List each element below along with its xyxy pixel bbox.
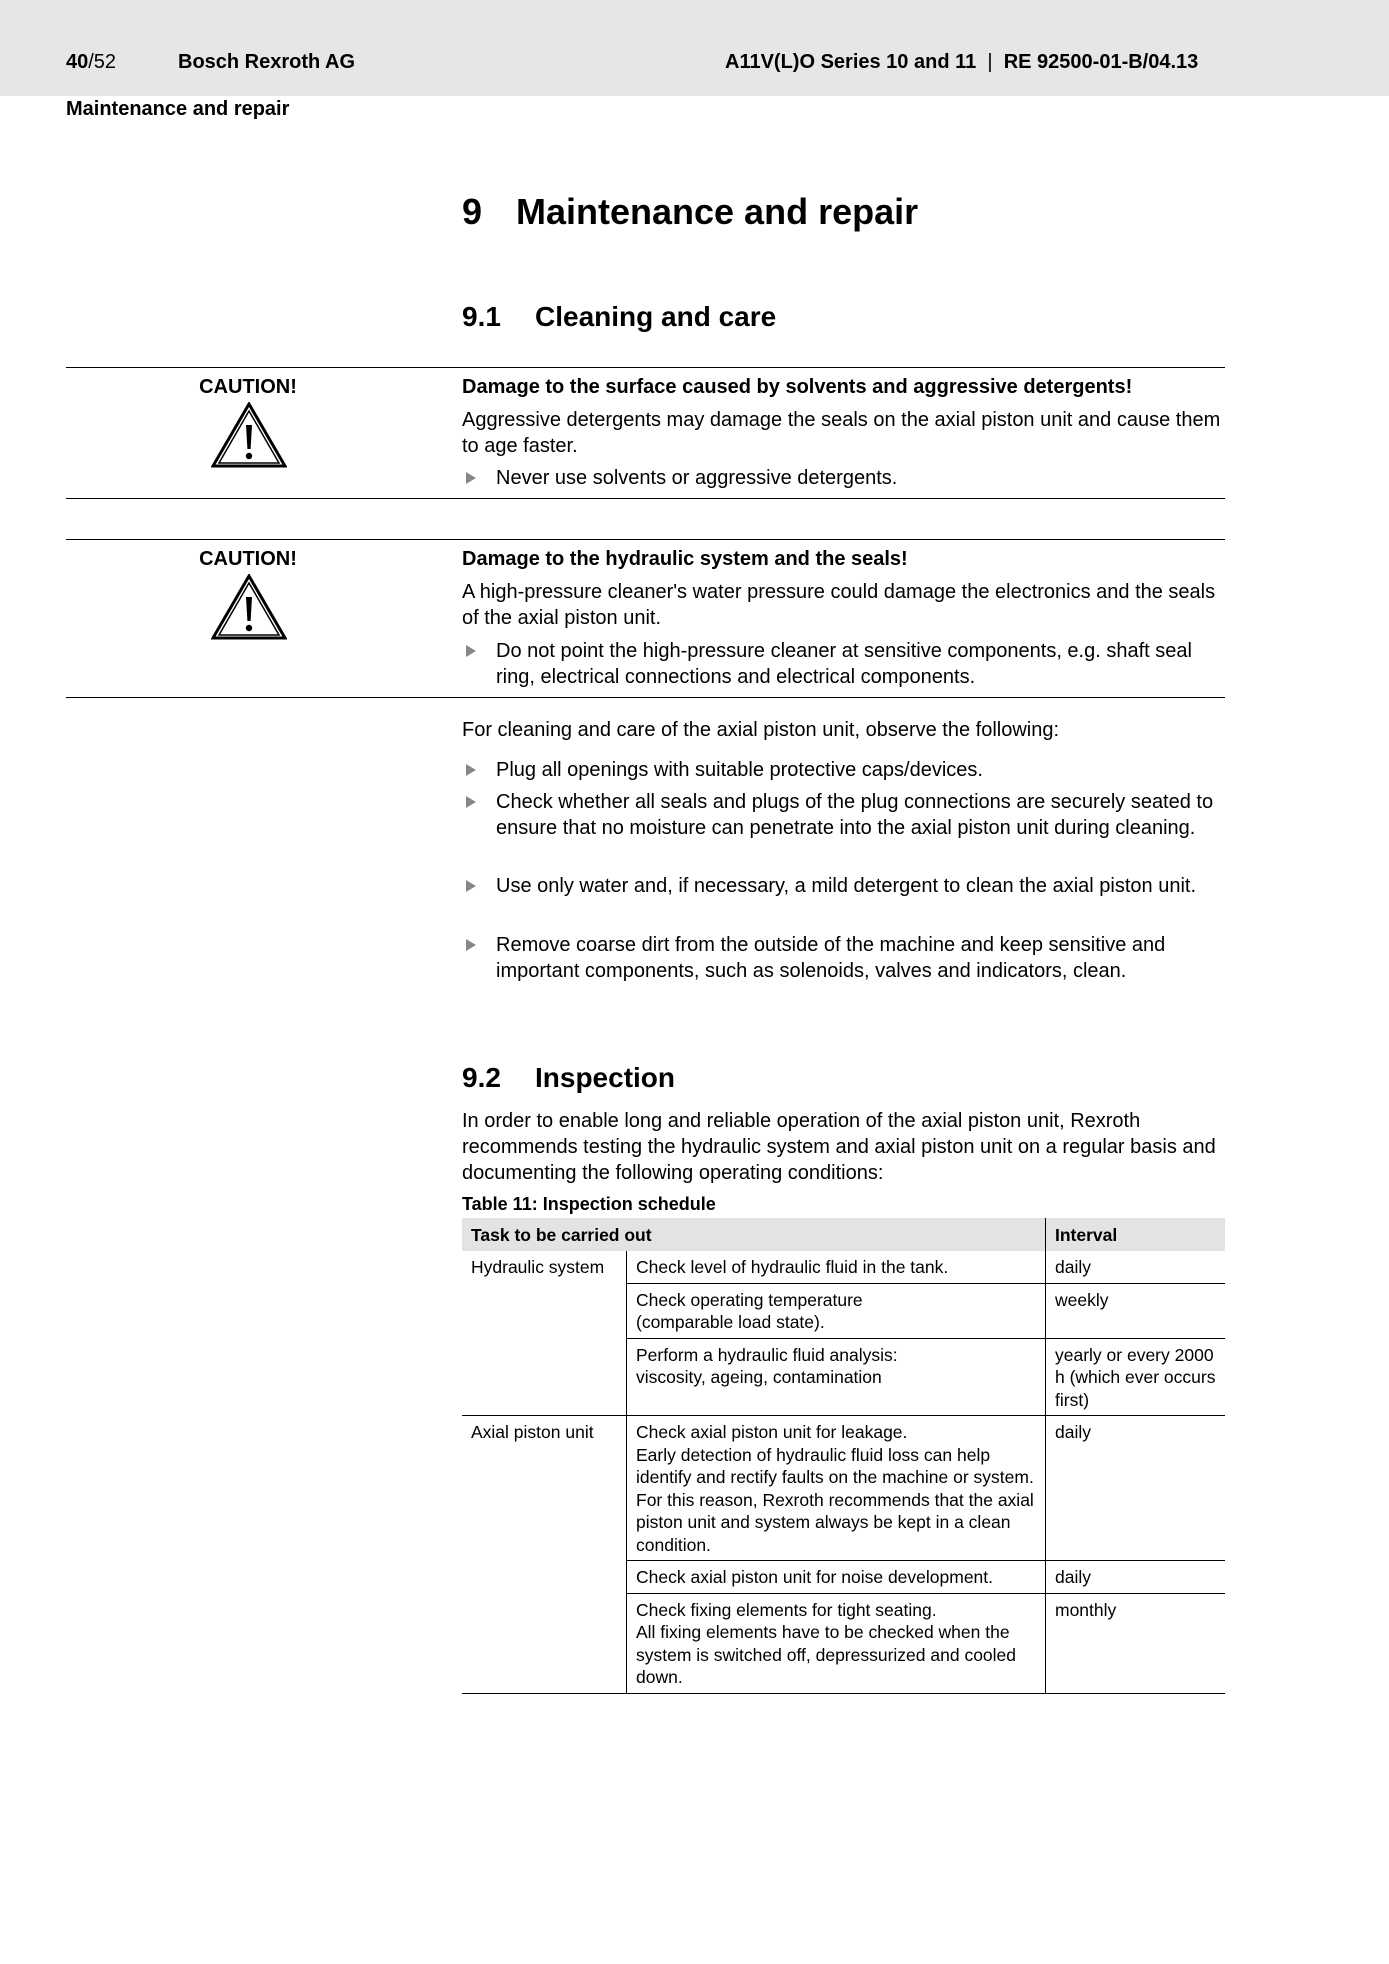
task-cell: Check level of hydraulic fluid in the tank. [627, 1251, 1046, 1283]
inspection-table [462, 1218, 1225, 1694]
interval-cell: weekly [1046, 1283, 1226, 1338]
table-header-row [462, 1218, 1225, 1251]
divider-line [66, 539, 1225, 540]
warning-triangle-icon [211, 402, 287, 468]
caution-heading: Damage to the surface caused by solvents and aggressive detergents! [462, 376, 1133, 398]
caution-label: CAUTION! [199, 548, 297, 570]
caution-text: A high-pressure cleaner's water pressure could damage the electronics and the seals of the axial piston unit. [462, 581, 1216, 629]
page-header [0, 0, 1389, 96]
list-item: Never use solvents or aggressive detergents. [462, 465, 1225, 491]
table-row [462, 1251, 1225, 1283]
interval-cell: daily [1046, 1561, 1226, 1594]
list-item: Check whether all seals and plugs of the plug connections are securely seated to ensure that no moisture can penetrate into the axial piston unit during cleaning. [462, 789, 1225, 841]
caution-heading: Damage to the hydraulic system and the seals! [462, 548, 908, 570]
table-caption: Table 11: Inspection schedule [462, 1194, 716, 1214]
list-item: Remove coarse dirt from the outside of the machine and keep sensitive and important components, such as solenoids, valves and indicators, clean. [462, 932, 1225, 984]
interval-cell: monthly [1046, 1593, 1226, 1693]
column-header-task: Task to be carried out [462, 1218, 1046, 1251]
warning-triangle-icon [211, 574, 287, 640]
system-cell: Hydraulic system [462, 1251, 627, 1416]
task-cell: Check axial piston unit for leakage. Early detection of hydraulic fluid loss can help identify and rectify faults on the machine or system. For this reason, Rexroth recommends that the axial piston unit and system always be kept in a clean condition. [627, 1416, 1046, 1561]
section-heading-inspection: 9.2 Inspection [462, 1062, 676, 1093]
company-name: Bosch Rexroth AG [178, 51, 356, 73]
interval-cell: yearly or every 2000 h (which ever occurs first) [1046, 1338, 1226, 1416]
table-row [462, 1416, 1225, 1561]
interval-cell: daily [1046, 1251, 1226, 1283]
system-cell: Axial piston unit [462, 1416, 627, 1694]
list-item: Plug all openings with suitable protective caps/devices. [462, 757, 1225, 783]
section-heading-cleaning: 9.1 Cleaning and care [462, 301, 777, 332]
task-cell: Check axial piston unit for noise development. [627, 1561, 1046, 1594]
divider-line [66, 697, 1225, 698]
cleaning-intro: For cleaning and care of the axial piston unit, observe the following: [462, 719, 1060, 741]
caution-label: CAUTION! [199, 376, 297, 398]
page-number: 40/52 [66, 51, 117, 73]
task-cell: Perform a hydraulic fluid analysis: viscosity, ageing, contamination [627, 1338, 1046, 1416]
column-header-interval: Interval [1046, 1218, 1226, 1251]
divider-line [66, 367, 1225, 368]
inspection-intro: In order to enable long and reliable operation of the axial piston unit, Rexroth recommends testing the hydraulic system and axial piston unit on a regular basis and documenting the following operating conditions: [462, 1110, 1216, 1184]
caution-text: Aggressive detergents may damage the seals on the axial piston unit and cause them to age faster. [462, 409, 1221, 457]
task-cell: Check fixing elements for tight seating. All fixing elements have to be checked when the system is switched off, depressurized and cooled down. [627, 1593, 1046, 1693]
chapter-heading: 9 Maintenance and repair [462, 191, 919, 232]
list-item: Do not point the high-pressure cleaner at sensitive components, e.g. shaft seal ring, electrical connections and electrical components. [462, 638, 1225, 690]
divider-line [66, 498, 1225, 499]
running-section-label: Maintenance and repair [66, 98, 290, 120]
interval-cell: daily [1046, 1416, 1226, 1561]
list-item: Use only water and, if necessary, a mild detergent to clean the axial piston unit. [462, 873, 1225, 899]
task-cell: Check operating temperature (comparable load state). [627, 1283, 1046, 1338]
document-reference: A11V(L)O Series 10 and 11 | RE 92500-01-B/04.13 [725, 51, 1199, 73]
